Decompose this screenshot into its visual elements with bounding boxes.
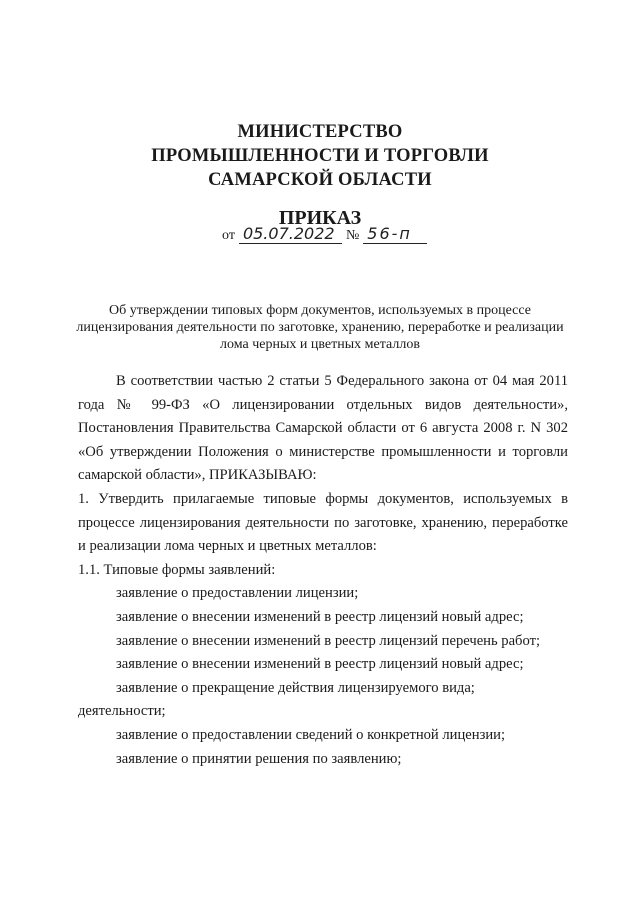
number-prefix: № xyxy=(345,228,360,243)
form-list-item: заявление о внесении изменений в реестр лицензий новый адрес; xyxy=(116,608,524,625)
date-prefix: от xyxy=(222,228,235,243)
document-type-title: ПРИКАЗ xyxy=(278,207,362,229)
form-list-item: заявление о прекращение действия лицензируемого вида; xyxy=(116,679,475,696)
ministry-name-line-2: ПРОМЫШЛЕННОСТИ И ТОРГОВЛИ xyxy=(151,146,489,166)
handwritten-date: 05.07.2022 xyxy=(239,225,342,244)
point-1-paragraph: 1. Утвердить прилагаемые типовые формы документов, используемых в процессе лицензирования деятельности по заготовке, хранению, переработке и реализации лома черных и цветных металлов: xyxy=(78,490,568,555)
form-list-item: заявление о предоставлении лицензии; xyxy=(116,585,359,602)
point-1-1-heading: 1.1. Типовые формы заявлений: xyxy=(78,561,276,578)
preamble-paragraph: В соответствии частью 2 статьи 5 Федерального закона от 04 мая 2011 года № 99-ФЗ «О лицензировании отдельных видов деятельности», Постановления Правительства Самарской области от 6 августа 2008 г. N 302 «Об утверждении Положения о министерстве промышленности и торговли самарской области», ПРИКАЗЫВАЮ: xyxy=(78,373,568,484)
handwritten-number: 56-п xyxy=(363,225,427,244)
form-list-item-continuation: деятельности; xyxy=(78,703,166,720)
form-list-item: заявление о предоставлении сведений о конкретной лицензии; xyxy=(116,726,506,743)
order-date-number xyxy=(222,225,431,244)
ministry-name-line-1: МИНИСТЕРСТВО xyxy=(237,122,403,142)
form-list-item: заявление о внесении изменений в реестр лицензий новый адрес; xyxy=(116,656,524,673)
form-list-item: заявление о внесении изменений в реестр лицензий перечень работ; xyxy=(116,632,541,649)
order-subject: Об утверждении типовых форм документов, используемых в процессе лицензирования деятельности по заготовке, хранению, переработке и реализации лома черных и цветных металлов xyxy=(76,303,564,352)
document-header xyxy=(0,120,640,230)
ministry-name-line-3: САМАРСКОЙ ОБЛАСТИ xyxy=(208,170,432,190)
order-body xyxy=(78,370,568,771)
form-list-item: заявление о принятии решения по заявлению; xyxy=(116,750,402,767)
